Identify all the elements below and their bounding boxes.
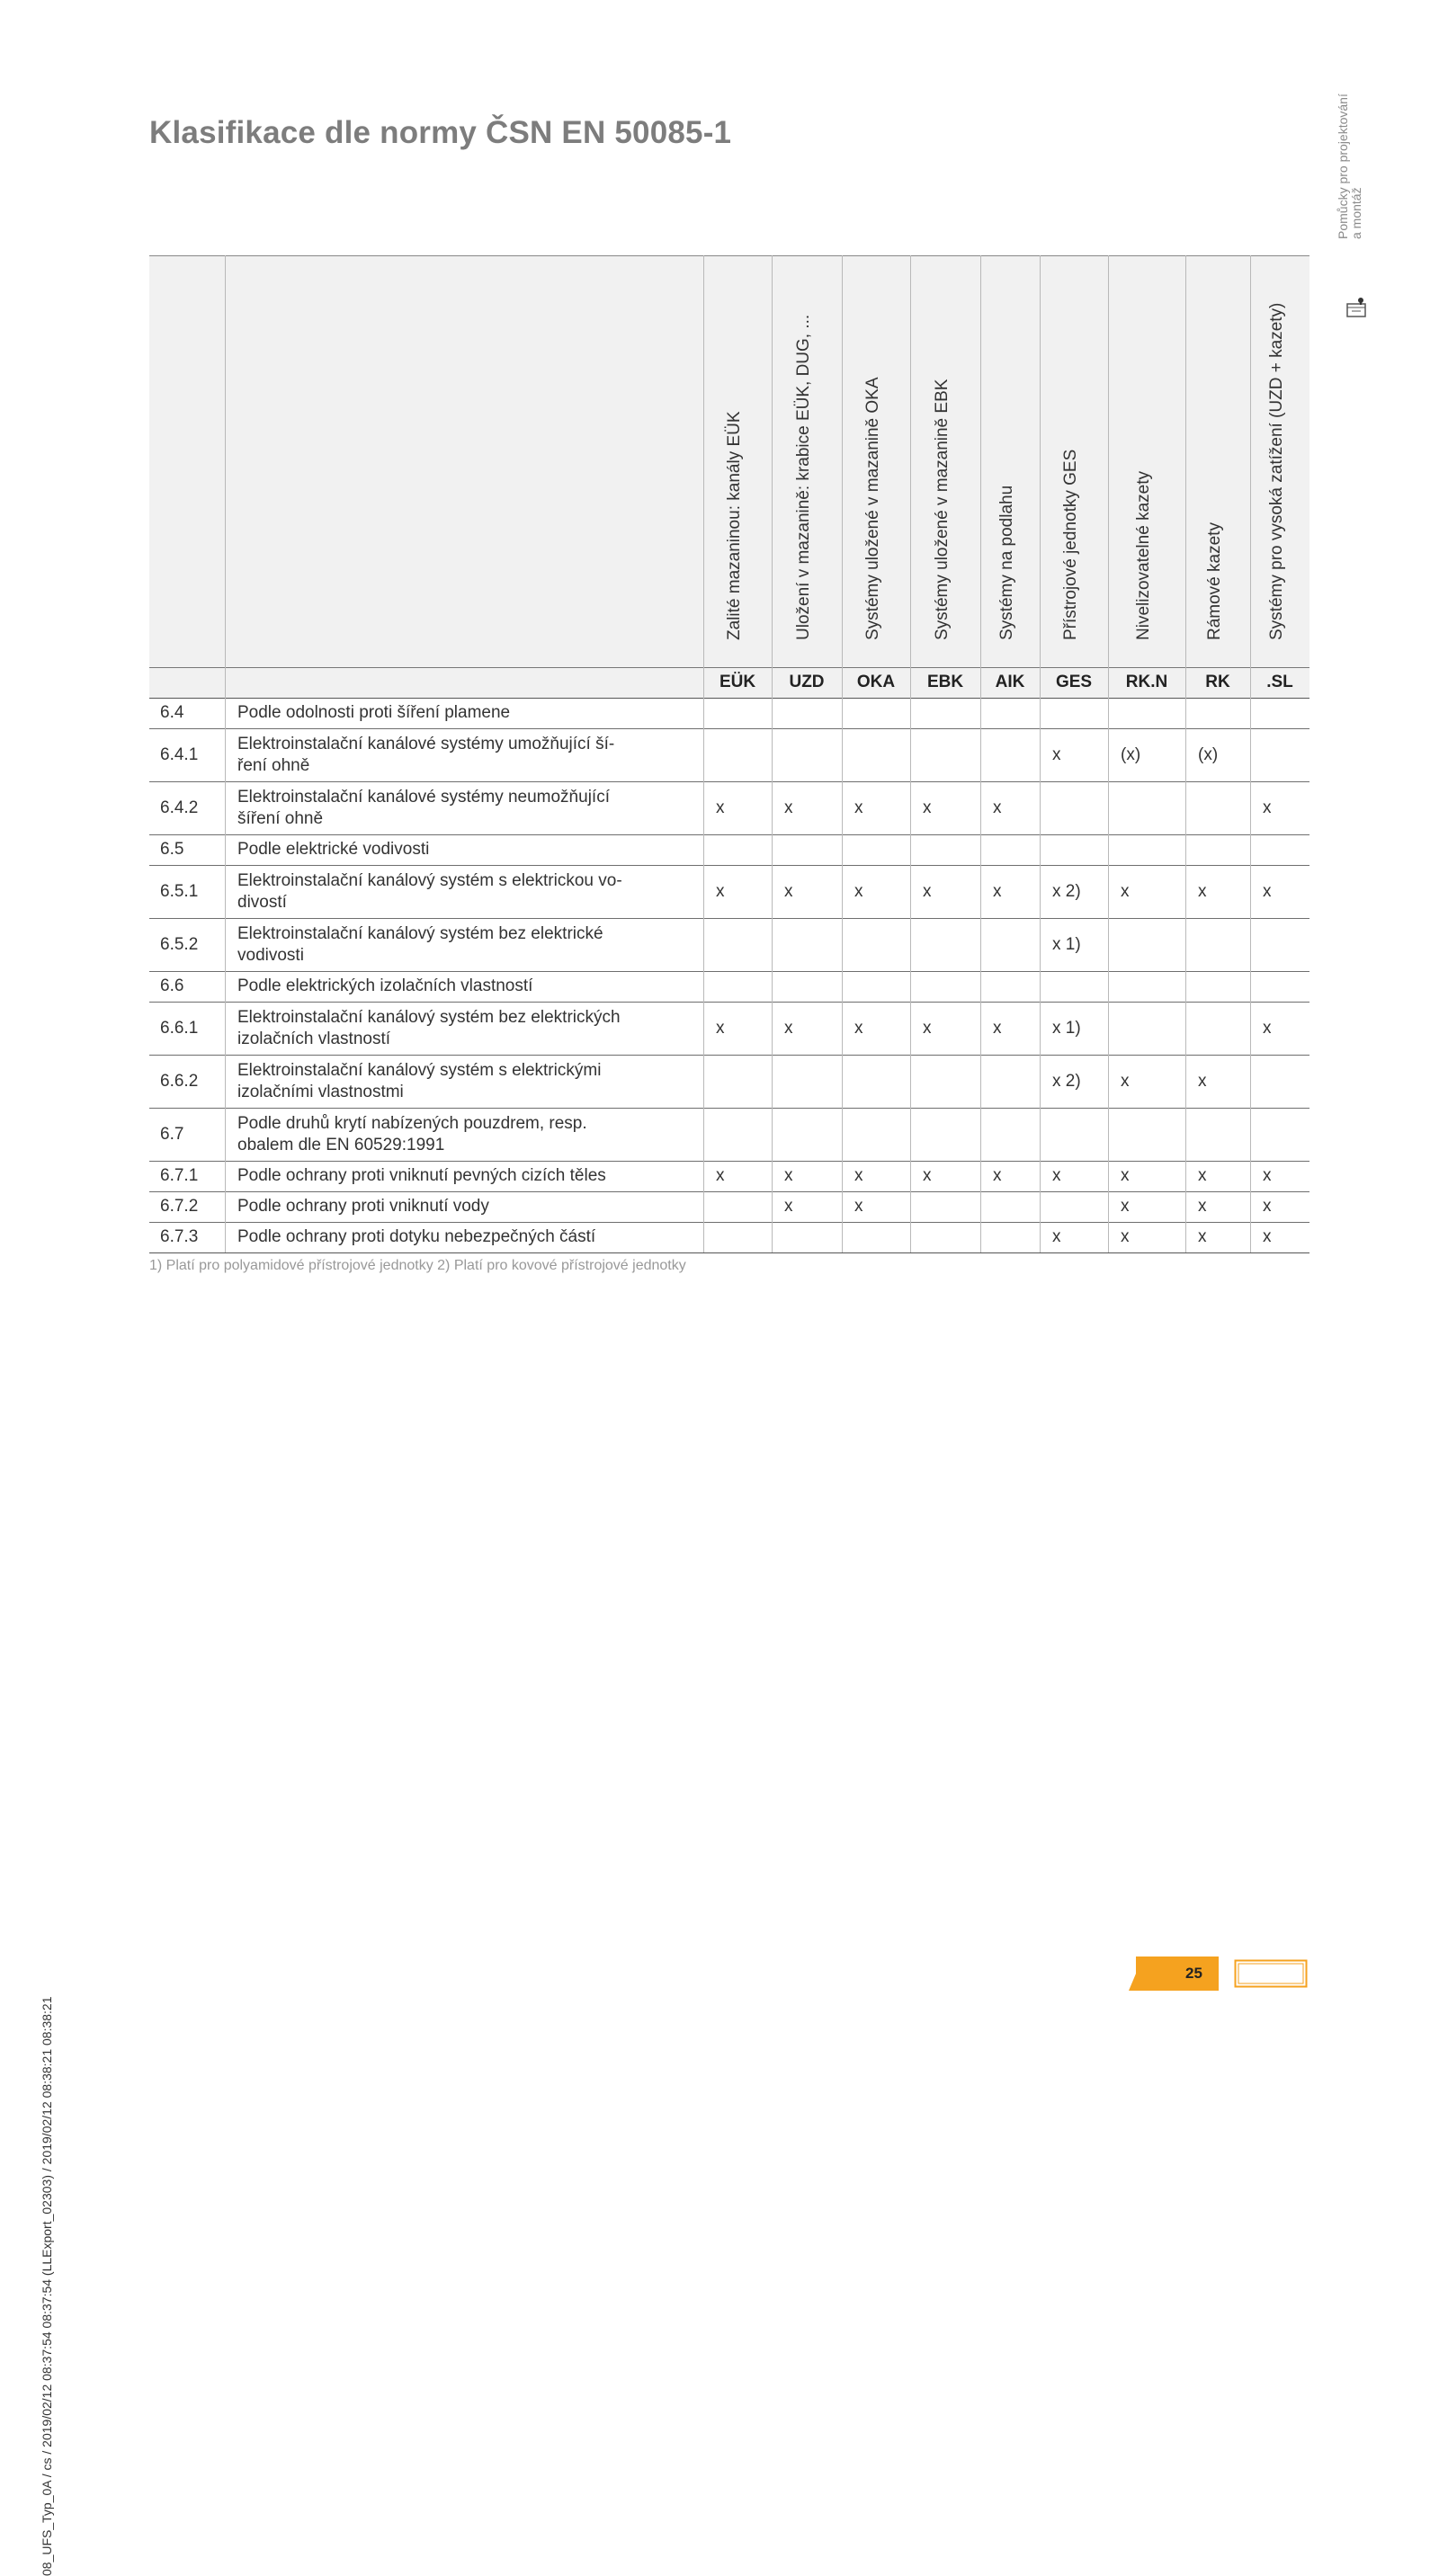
row-mark: x [1263, 798, 1272, 817]
row-number: 6.7 [160, 1124, 184, 1144]
row-mark: (x) [1121, 744, 1141, 764]
row-mark: x [993, 798, 1002, 817]
column-header [842, 255, 910, 653]
obo-logo [1234, 1959, 1308, 1992]
table-divider [225, 255, 226, 1252]
row-description: Elektroinstalační kanálové systémy umožňující ší- ření ohně [237, 734, 615, 775]
row-mark: x 1) [1052, 934, 1081, 954]
row-mark: x [1198, 1071, 1207, 1091]
table-row [149, 971, 1309, 1002]
table-rule [149, 1161, 1309, 1162]
row-mark: x [854, 1018, 863, 1038]
column-header-label: Přístrojové jednotky GES [1061, 449, 1080, 640]
row-description: Podle ochrany proti vniknutí vody [237, 1197, 489, 1216]
column-code: EÜK [719, 673, 756, 691]
classification-table [149, 255, 1309, 1255]
row-description: Elektroinstalační kanálový systém bez elektrické vodivosti [237, 923, 603, 965]
table-row [149, 1002, 1309, 1055]
table-rule [149, 255, 1309, 256]
row-mark: x [993, 1018, 1002, 1038]
column-header [910, 255, 980, 653]
row-mark: x [716, 1018, 725, 1038]
row-mark: x [1263, 1018, 1272, 1038]
row-number: 6.4.2 [160, 798, 199, 817]
row-number: 6.7.1 [160, 1166, 199, 1185]
section-tab-line-2: a montáž [1349, 187, 1363, 239]
column-code: GES [1055, 673, 1093, 691]
row-mark: x [1198, 881, 1207, 901]
row-number: 6.7.2 [160, 1197, 199, 1216]
table-rule [149, 865, 1309, 866]
row-mark: x [784, 1197, 793, 1216]
table-row [149, 781, 1309, 834]
section-tab-line-1: Pomůcky pro projektování [1336, 94, 1350, 239]
table-row [149, 918, 1309, 971]
table-row [149, 1191, 1309, 1222]
row-mark: x [1052, 1166, 1061, 1185]
table-row [149, 1222, 1309, 1252]
column-code: OKA [856, 673, 896, 691]
column-header [980, 255, 1040, 653]
row-mark: x [923, 881, 932, 901]
row-mark: x [1052, 1227, 1061, 1246]
row-mark: x [1121, 1227, 1130, 1246]
table-divider [842, 255, 843, 1252]
row-number: 6.5 [160, 840, 184, 859]
row-mark: x [784, 798, 793, 817]
column-header [1185, 255, 1250, 653]
column-header-label: Systémy na podlahu [997, 485, 1016, 640]
column-header-label: Rámové kazety [1205, 522, 1224, 640]
table-row [149, 865, 1309, 918]
table-rule [149, 1002, 1309, 1003]
table-divider [1108, 255, 1109, 1252]
column-header [1040, 255, 1108, 653]
row-description: Elektroinstalační kanálový systém s elektrickými izolačními vlastnostmi [237, 1060, 602, 1101]
column-header [703, 255, 772, 653]
row-mark: x [1198, 1166, 1207, 1185]
table-rule [149, 667, 1309, 668]
row-mark: x 1) [1052, 1018, 1081, 1038]
table-divider [1185, 255, 1186, 1252]
row-mark: x [923, 798, 932, 817]
table-rule [149, 698, 1309, 699]
column-code: EBK [926, 673, 964, 691]
row-mark: x [784, 881, 793, 901]
row-description: Podle druhů krytí nabízených pouzdrem, resp. obalem dle EN 60529:1991 [237, 1113, 587, 1154]
row-description: Podle ochrany proti vniknutí pevných cizích těles [237, 1166, 606, 1185]
row-number: 6.6.2 [160, 1071, 199, 1091]
table-row [149, 1108, 1309, 1161]
row-description: Podle odolnosti proti šíření plamene [237, 703, 511, 722]
table-rule [149, 781, 1309, 782]
print-imprint: 08_UFS_Typ_0A / cs / 2019/02/12 08:37:54 08:37:54 (LLExport_02303) / 2019/02/12 08:38:21 08:38:21 [40, 1996, 54, 2576]
table-rule [149, 834, 1309, 835]
row-mark: x [1198, 1197, 1207, 1216]
page-number: 25 [1185, 1965, 1202, 1982]
row-mark: x [1052, 744, 1061, 764]
row-description: Elektroinstalační kanálový systém s elektrickou vo- divostí [237, 870, 622, 912]
table-rule [149, 1191, 1309, 1192]
column-code: RK.N [1125, 673, 1168, 691]
table-rule [149, 1222, 1309, 1223]
column-header-label: Systémy uložené v mazanině EBK [933, 379, 952, 640]
row-number: 6.5.1 [160, 881, 199, 901]
row-mark: x [1263, 1197, 1272, 1216]
row-description: Podle ochrany proti dotyku nebezpečných částí [237, 1227, 596, 1246]
table-row [149, 698, 1309, 728]
row-mark: x [1121, 1197, 1130, 1216]
table-rule [149, 971, 1309, 972]
row-mark: x [716, 881, 725, 901]
row-number: 6.7.3 [160, 1227, 199, 1246]
footnote: 1) Platí pro polyamidové přístrojové jednotky 2) Platí pro kovové přístrojové jednotky [149, 1258, 686, 1273]
column-code: UZD [789, 673, 825, 691]
table-row [149, 728, 1309, 781]
table-row [149, 834, 1309, 865]
row-mark: x [923, 1018, 932, 1038]
row-mark: x 2) [1052, 1071, 1081, 1091]
table-divider [772, 255, 773, 1252]
column-header [772, 255, 842, 653]
row-mark: x [993, 1166, 1002, 1185]
page-title: Klasifikace dle normy ČSN EN 50085-1 [149, 115, 732, 150]
row-mark: x [1121, 1166, 1130, 1185]
table-divider [910, 255, 911, 1252]
column-header-label: Nivelizovatelné kazety [1134, 471, 1153, 640]
table-divider [703, 255, 704, 1252]
table-row [149, 1055, 1309, 1108]
row-number: 6.4 [160, 703, 184, 722]
row-number: 6.4.1 [160, 744, 199, 764]
table-rule [149, 918, 1309, 919]
tools-icon [1346, 297, 1366, 323]
row-mark: x [854, 1197, 863, 1216]
column-code: .SL [1266, 673, 1293, 691]
row-mark: x [784, 1166, 793, 1185]
column-header-label: Uložení v mazanině: krabice EÜK, DUG, ... [794, 314, 813, 640]
row-mark: x [716, 798, 725, 817]
table-row [149, 1161, 1309, 1191]
row-mark: x 2) [1052, 881, 1081, 901]
row-mark: x [1198, 1227, 1207, 1246]
table-rule [149, 1252, 1309, 1253]
table-divider [1040, 255, 1041, 1252]
row-mark: x [854, 881, 863, 901]
row-mark: x [854, 798, 863, 817]
row-mark: x [923, 1166, 932, 1185]
row-mark: x [1263, 1166, 1272, 1185]
column-header [1250, 255, 1309, 653]
row-mark: x [1121, 881, 1130, 901]
row-description: Elektroinstalační kanálový systém bez elektrických izolačních vlastností [237, 1007, 621, 1048]
column-header [1108, 255, 1185, 653]
column-header-label: Zalité mazaninou: kanály EÜK [725, 411, 744, 640]
row-mark: x [993, 881, 1002, 901]
column-code: AIK [995, 673, 1025, 691]
column-header-label: Systémy uložené v mazanině OKA [863, 377, 882, 640]
table-rule [149, 1108, 1309, 1109]
table-rule [149, 728, 1309, 729]
row-mark: x [784, 1018, 793, 1038]
section-tab [1338, 68, 1363, 239]
column-header-label: Systémy pro vysoká zatížení (UZD + kazety) [1267, 302, 1286, 640]
table-rule [149, 1055, 1309, 1056]
row-mark: x [1263, 1227, 1272, 1246]
row-mark: x [1121, 1071, 1130, 1091]
column-code: RK [1205, 673, 1230, 691]
row-mark: (x) [1198, 744, 1219, 764]
row-mark: x [1263, 881, 1272, 901]
row-number: 6.5.2 [160, 934, 199, 954]
row-description: Podle elektrické vodivosti [237, 840, 430, 859]
table-divider [980, 255, 981, 1252]
row-description: Podle elektrických izolačních vlastností [237, 976, 533, 995]
row-number: 6.6.1 [160, 1018, 199, 1038]
row-mark: x [854, 1166, 863, 1185]
row-description: Elektroinstalační kanálové systémy neumožňující šíření ohně [237, 787, 610, 828]
row-number: 6.6 [160, 976, 184, 995]
table-divider [1250, 255, 1251, 1252]
row-mark: x [716, 1166, 725, 1185]
